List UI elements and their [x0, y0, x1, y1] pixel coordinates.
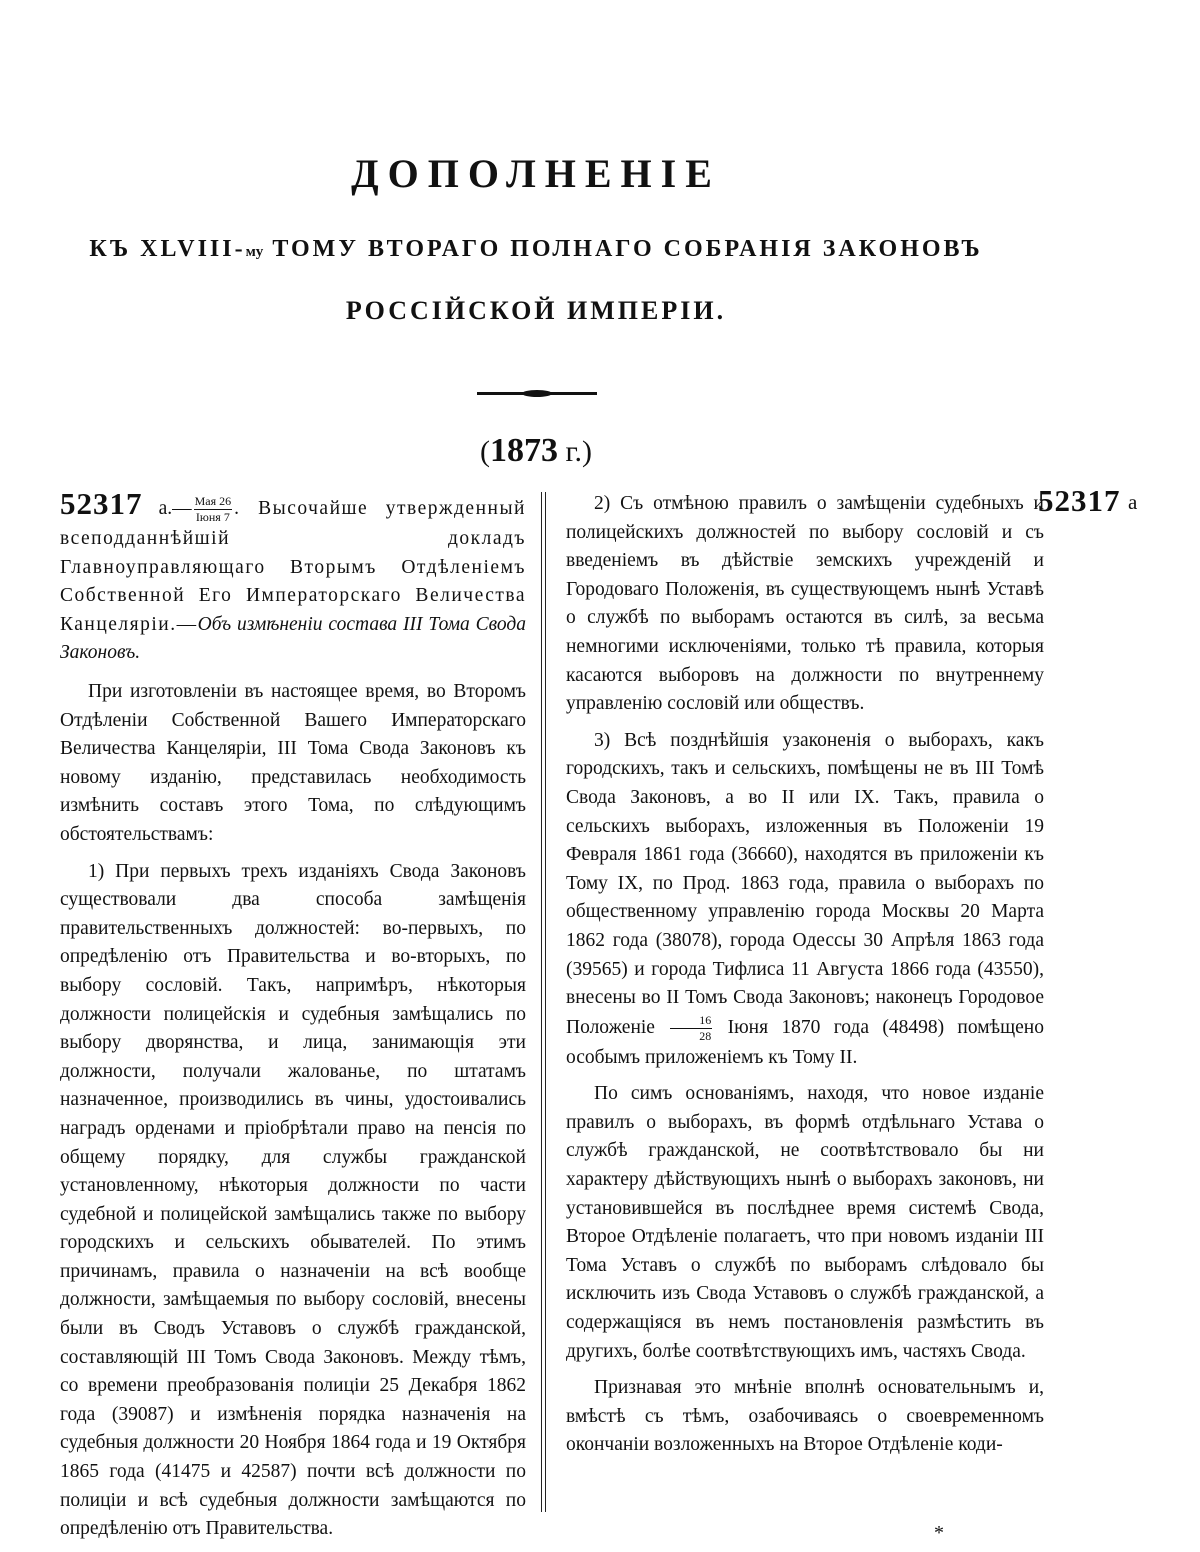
right-column: [566, 490, 1044, 1468]
entry-heading: [60, 486, 526, 668]
law-number-suffix: а.—: [142, 498, 192, 519]
subtitle-prefix: КЪ XLVIII-: [89, 236, 246, 262]
left-column: [60, 486, 526, 1552]
year-heading: [0, 432, 1072, 470]
paragraph: [566, 727, 1044, 1073]
entry-heading-text: . Высочайше утвержденный всеподданнѣйшій докладъ Главноуправляющаго Вторымъ Отдѣленіемъ Собственной Его Императорскаго Величества Канцеляріи.—: [60, 498, 526, 635]
law-number: 52317: [60, 486, 143, 521]
paragraph: 1) При первыхъ трехъ изданіяхъ Свода Законовъ существовали два способа замѣщенія правительственныхъ должностей: во-первыхъ, по опредѣленію отъ Правительства и во-вторыхъ, по выбору сословій. Такъ, напримѣръ, нѣкоторыя должности полицейскія и судебныя замѣщались по выбору дворянства, и лица, занимающія эти должности, получали жалованье, по штатамъ назначенное, производились въ чины, удостоивались наградъ орденами и пріобрѣтали право на пенсія по общему порядку, для службы гражданской установленному, нѣкоторыя должности по части судебной и полицейской замѣщались также по выбору городскихъ и сельскихъ обывателей. По этимъ причинамъ, правила о назначеніи на всѣ вообще должности, замѣщаемыя по выбору сословій, внесены были въ Сводъ Уставовъ о службѣ гражданской, составляющій III Томъ Свода Законовъ. Между тѣмъ, со времени преобразованія полиціи 25 Декабря 1862 года (39087) и измѣненія порядка назначенія на судебныя должности 20 Ноября 1864 года и 19 Октября 1865 года (41475 и 42587) почти всѣ должности по полиціи и всѣ судебныя должности замѣщаются по опредѣленію отъ Правительства.: [60, 860, 526, 1540]
subtitle-ordinal-suffix: му: [245, 244, 264, 260]
date-fraction-top: 16: [670, 1013, 712, 1029]
document-subtitle-line2: РОССІЙСКОЙ ИМПЕРІИ.: [345, 296, 727, 325]
date-fraction-bottom: 28: [699, 1028, 712, 1043]
year-number: 1873: [490, 432, 559, 469]
paragraph-text: 3) Всѣ позднѣйшія узаконенія о выборахъ, какъ городскихъ, такъ и сельскихъ, помѣщены не въ III Томѣ Свода Законовъ, а во II или IX. Такъ, правила о сельскихъ выборахъ, изложенныя въ Положеніи 19 Февраля 1861 года (36660), находятся въ приложеніи къ Тому IX, по Прод. 1863 года, правила о выборахъ по общественному управленію города Москвы 20 Марта 1862 года (38078), города Одессы 30 Апрѣля 1863 года (39565) и города Тифлиса 11 Августа 1866 года (43550), внесены во II Томъ Свода Законовъ; наконецъ Городовое Положеніе: [566, 729, 1044, 1038]
year-open-paren: (: [480, 435, 491, 468]
paragraph: При изготовленіи въ настоящее время, во Второмъ Отдѣленіи Собственной Вашего Императорскаго Величества Канцеляріи, III Тома Свода Законовъ къ новому изданію, представилась необходимость измѣнить составъ этого Тома, по слѣдующимъ обстоятельствамъ:: [60, 681, 526, 845]
paragraph-text-continued: Іюня 1870 года (48498) помѣщено особымъ приложеніемъ къ Тому II.: [566, 1016, 1044, 1068]
paragraph: Признавая это мнѣніе вполнѣ основательнымъ и, вмѣстѣ съ тѣмъ, озабочиваясь о своевременномъ окончаніи возложенныхъ на Второе Отдѣленіе коди-: [566, 1377, 1044, 1456]
subtitle-rest: ТОМУ ВТОРАГО ПОЛНАГО СОБРАНІЯ ЗАКОНОВЪ: [263, 236, 983, 262]
year-close: г.): [558, 435, 592, 468]
document-subtitle: [0, 236, 1072, 263]
paragraph: По симъ основаніямъ, находя, что новое изданіе правилъ о выборахъ, въ формѣ отдѣльнаго Устава о службѣ гражданской, не соотвѣтствовало бы ни характеру дѣйствующихъ нынѣ о выборахъ законовъ, ни установившейся въ послѣднее время системѣ Свода, Второе Отдѣленіе полагаетъ, что при новомъ изданіи III Тома Уставъ о службѣ по выборамъ слѣдовало бы исключить изъ Свода Уставовъ о службѣ гражданской, а содержащіяся въ немъ постановленія размѣстить въ другихъ, болѣе соотвѣтствующихъ имъ, частяхъ Свода.: [566, 1083, 1044, 1362]
date-fraction: [194, 494, 233, 525]
column-divider: [541, 492, 542, 1512]
date-new-style: Іюня 7: [195, 510, 230, 525]
margin-law-suffix: а: [1128, 490, 1138, 514]
document-title: ДОПОЛНЕНІЕ: [351, 151, 721, 196]
margin-law-number: 52317: [1038, 483, 1121, 518]
footnote-mark: *: [934, 1522, 944, 1544]
entry-subject: Объ измѣненіи состава III Тома Свода Законовъ.: [60, 613, 526, 664]
column-divider: [545, 492, 546, 1512]
paragraph: 2) Съ отмѣною правилъ о замѣщеніи судебныхъ и полицейскихъ должностей по выбору сословій и съ введеніемъ въ дѣйствіе земскихъ учрежденій и Городоваго Положенія, въ существующемъ нынѣ Уставѣ о службѣ по выборамъ остаются въ силѣ, за весьма немногими исключеніями, только тѣ правила, которыя касаются выборовъ на должности по внутреннему управленію сословій или обществъ.: [566, 493, 1044, 715]
date-fraction: [670, 1013, 712, 1044]
date-old-style: Мая 26: [194, 494, 232, 509]
ornamental-rule: [477, 392, 597, 395]
